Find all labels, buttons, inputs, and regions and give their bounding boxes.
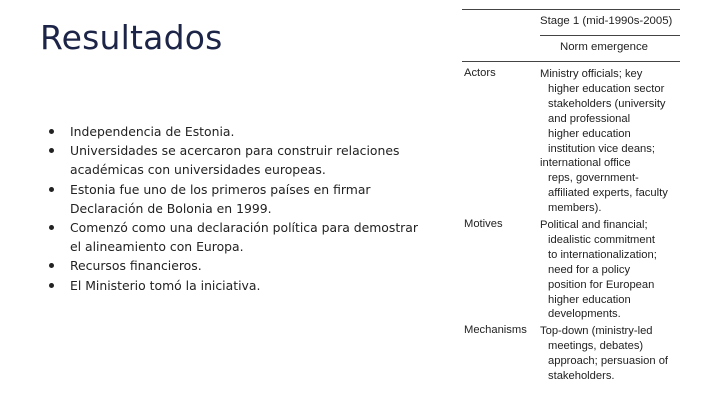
- bullet-item: Comenzó como una declaración política para demostrar el alineamiento con Europa.: [48, 218, 438, 256]
- row-cell-actors: Ministry officials; key higher education sector stakeholders (university and professional higher education institution vice deans; international office reps, government- affiliated experts, faculty members).: [540, 68, 668, 215]
- bullet-item: Universidades se acercaron para construir relaciones académicas con universidades europeas.: [48, 141, 438, 179]
- row-cell-motives: Political and financial; idealistic commitment to internationalization; need for a policy position for European higher education developments.: [540, 219, 657, 321]
- row-cell-mechanisms: Top-down (ministry-led meetings, debates) approach; persuasion of stakeholders.: [540, 325, 669, 382]
- row-label-mechanisms: Mechanisms: [464, 324, 527, 336]
- bullet-item: Recursos financieros.: [48, 256, 438, 275]
- bullet-item: El Ministerio tomó la iniciativa.: [48, 276, 438, 295]
- table-header-rule: [462, 61, 680, 62]
- bullet-item: Estonia fue uno de los primeros países en firmar Declaración de Bolonia en 1999.: [48, 180, 438, 218]
- row-label-actors: Actors: [464, 67, 496, 79]
- bullet-list: [48, 122, 438, 295]
- table-stage-rule: [540, 35, 680, 36]
- slide-title: Resultados: [40, 18, 223, 57]
- table-top-rule: [462, 9, 680, 10]
- table-image: [462, 8, 680, 393]
- bullet-item: Independencia de Estonia.: [48, 122, 438, 141]
- table-norm-header: Norm emergence: [560, 41, 648, 53]
- row-label-motives: Motives: [464, 218, 503, 230]
- table-stage-header: Stage 1 (mid-1990s-2005): [540, 15, 673, 27]
